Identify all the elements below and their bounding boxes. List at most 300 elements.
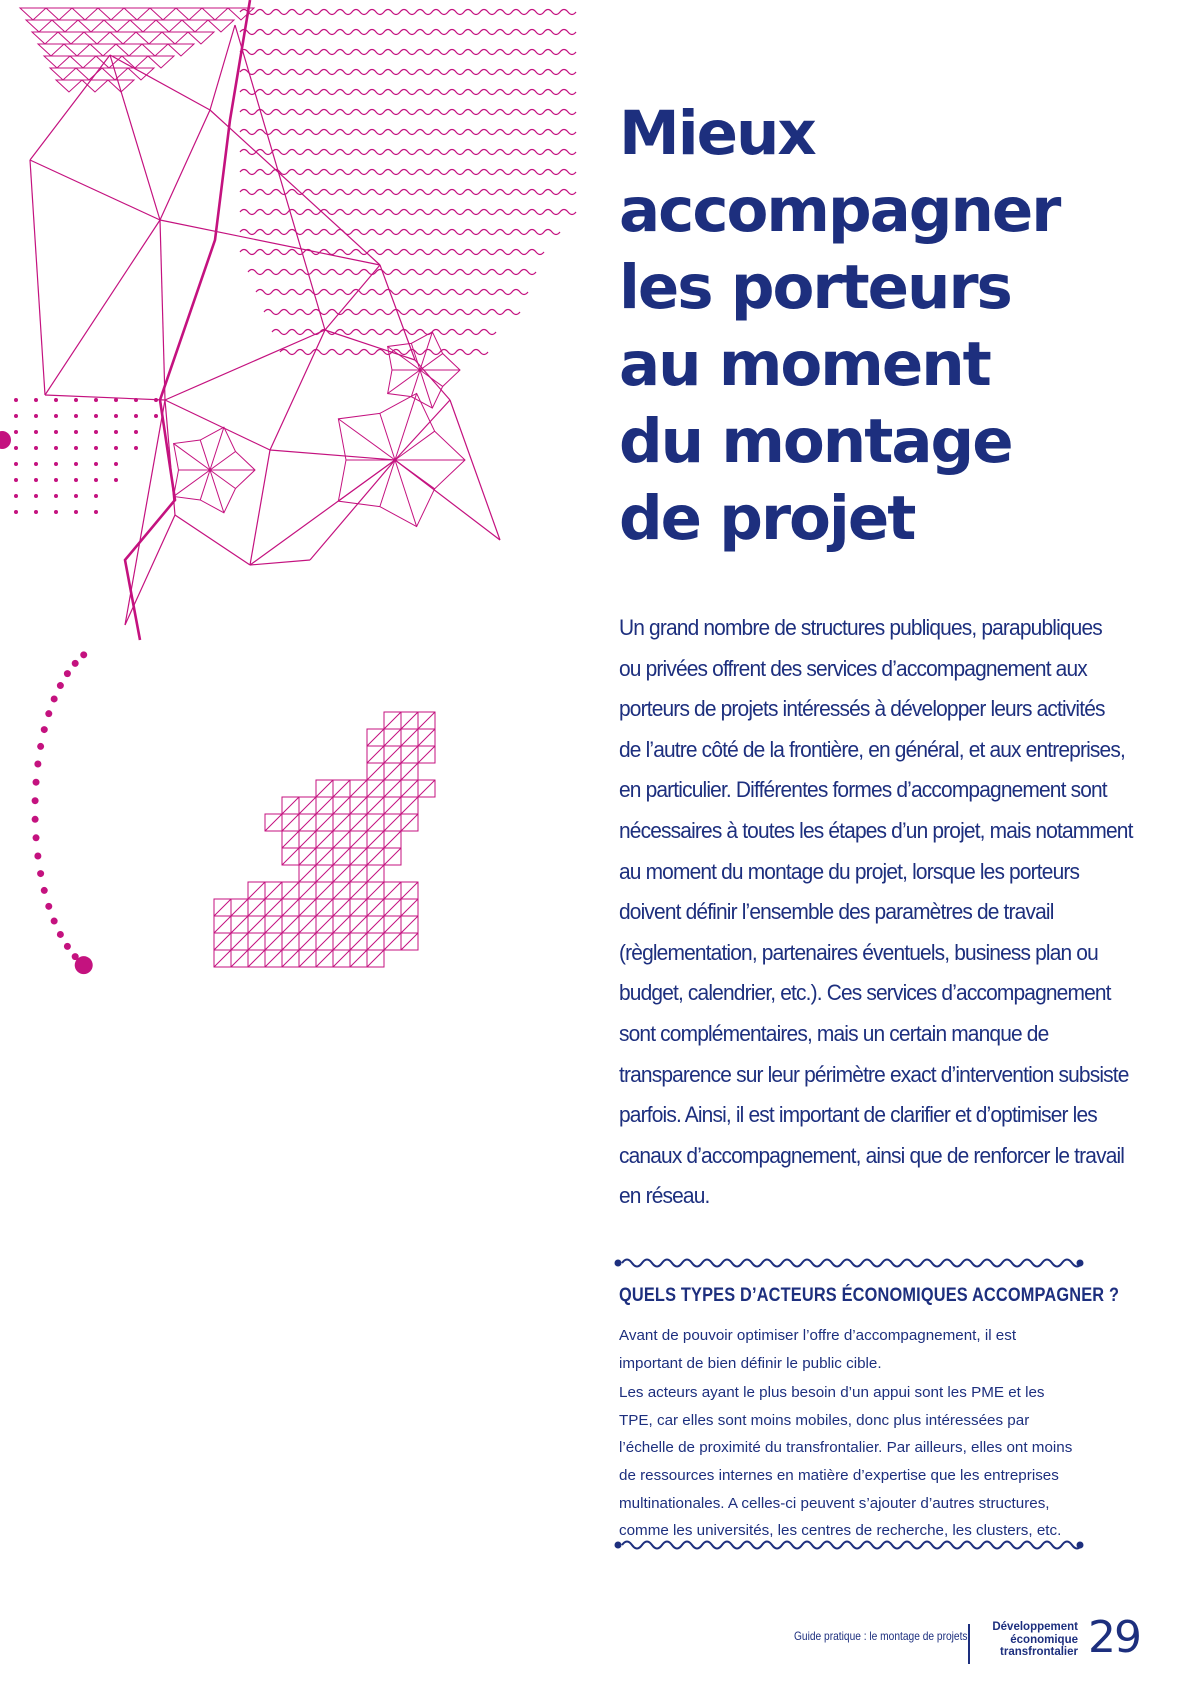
arc-dot bbox=[45, 710, 52, 717]
mesh-triangle bbox=[84, 32, 110, 44]
grid-triangle-cell bbox=[367, 865, 384, 882]
arc-dot bbox=[41, 887, 48, 894]
footer-guide-title: Guide pratique : le montage de projets bbox=[794, 1629, 968, 1643]
grid-dot bbox=[94, 430, 98, 434]
mesh-triangle bbox=[50, 68, 76, 80]
grid-triangle-cell bbox=[299, 848, 316, 865]
grid-triangle-cell bbox=[350, 916, 367, 933]
mesh-triangle bbox=[188, 32, 214, 44]
grid-triangle-cell bbox=[282, 848, 299, 865]
grid-triangle-cell bbox=[282, 950, 299, 967]
grid-triangle-cell bbox=[282, 814, 299, 831]
title-line: accompagner bbox=[619, 175, 1060, 246]
grid-dot bbox=[34, 414, 38, 418]
network-edge bbox=[270, 450, 395, 460]
grid-triangle-cell bbox=[401, 712, 418, 729]
grid-triangle-cell bbox=[316, 882, 333, 899]
grid-triangle-cell bbox=[231, 950, 248, 967]
footer-theme-line: Développement bbox=[992, 1621, 1078, 1633]
grid-triangle-cell bbox=[299, 865, 316, 882]
network-edge bbox=[160, 220, 380, 265]
grid-triangle-cell bbox=[333, 899, 350, 916]
grid-triangle-cell bbox=[316, 814, 333, 831]
grid-triangle-cell bbox=[231, 899, 248, 916]
intro-line: canaux d’accompagnement, ainsi que de renforcer le travail bbox=[619, 1142, 1125, 1168]
grid-triangle-cell bbox=[248, 933, 265, 950]
grid-triangle-cell bbox=[299, 916, 316, 933]
grid-triangle-cell bbox=[248, 950, 265, 967]
starburst-ray bbox=[395, 460, 435, 489]
grid-triangle-cell bbox=[350, 899, 367, 916]
grid-triangle-cell bbox=[401, 763, 418, 780]
arc-dot bbox=[64, 670, 71, 677]
intro-paragraph bbox=[619, 608, 1133, 1217]
grid-dot bbox=[14, 494, 18, 498]
network-edge bbox=[210, 110, 380, 265]
grid-triangle-cell bbox=[350, 780, 367, 797]
grid-triangle-cell bbox=[384, 933, 401, 950]
grid-triangle-cell bbox=[350, 848, 367, 865]
grid-triangle-cell bbox=[231, 933, 248, 950]
grid-triangle-cell bbox=[367, 814, 384, 831]
intro-line: porteurs de projets intéressés à développer leurs activités bbox=[619, 696, 1105, 722]
grid-dot bbox=[134, 446, 138, 450]
mesh-triangle bbox=[72, 8, 98, 20]
network-edge bbox=[325, 265, 380, 330]
mesh-triangle bbox=[176, 8, 202, 20]
grid-triangle-cell bbox=[333, 916, 350, 933]
grid-triangle-cell bbox=[214, 916, 231, 933]
grid-triangle-cell bbox=[333, 950, 350, 967]
intro-line: budget, calendrier, etc.). Ces services d’accompagnement bbox=[619, 980, 1111, 1006]
box-line: multinationales. A celles-ci peuvent s’ajouter d’autres structures, bbox=[619, 1494, 1050, 1512]
grid-dot bbox=[74, 446, 78, 450]
starburst-ray bbox=[420, 354, 443, 370]
grid-triangle-cell bbox=[367, 797, 384, 814]
grid-triangle-cell bbox=[214, 933, 231, 950]
grid-dot bbox=[134, 430, 138, 434]
arc-dot bbox=[80, 651, 87, 658]
intro-line: transparence sur leur périmètre exact d’intervention subsiste bbox=[619, 1061, 1129, 1087]
wave-pattern-line bbox=[256, 290, 528, 295]
grid-triangle-cell bbox=[367, 933, 384, 950]
intro-line: ou privées offrent des services d’accompagnement aux bbox=[619, 655, 1087, 681]
title-line: au moment bbox=[619, 329, 990, 400]
grid-dot bbox=[14, 446, 18, 450]
grid-dot bbox=[54, 414, 58, 418]
mesh-triangle bbox=[20, 8, 46, 20]
grid-triangle-cell bbox=[384, 712, 401, 729]
grid-dot bbox=[94, 494, 98, 498]
grid-dot bbox=[54, 462, 58, 466]
network-edge bbox=[110, 55, 210, 110]
wave-line bbox=[622, 1542, 1082, 1549]
grid-triangle-cell bbox=[316, 797, 333, 814]
grid-dot bbox=[34, 510, 38, 514]
grid-triangle-cell bbox=[333, 933, 350, 950]
grid-triangle-cell bbox=[333, 882, 350, 899]
wave-pattern-line bbox=[240, 90, 576, 95]
grid-triangle-cell bbox=[384, 729, 401, 746]
mesh-triangle bbox=[96, 56, 122, 68]
arc-dot bbox=[51, 918, 58, 925]
grid-dot bbox=[134, 414, 138, 418]
mesh-triangle bbox=[130, 20, 156, 32]
grid-triangle-cell bbox=[265, 916, 282, 933]
network-edge bbox=[30, 160, 45, 395]
wave-pattern-line bbox=[240, 150, 576, 155]
wave-pattern-line bbox=[240, 10, 576, 15]
grid-triangle-cell bbox=[350, 831, 367, 848]
grid-triangle-cell bbox=[367, 729, 384, 746]
network-edge bbox=[380, 265, 415, 360]
box-line: l’échelle de proximité du transfrontalier. Par ailleurs, elles ont moins bbox=[619, 1439, 1073, 1457]
grid-triangle-cell bbox=[214, 899, 231, 916]
arc-dot bbox=[33, 834, 40, 841]
starburst-ray bbox=[380, 460, 395, 507]
grid-triangle-cell bbox=[333, 797, 350, 814]
network-edge bbox=[250, 450, 270, 565]
wave-pattern-line bbox=[248, 270, 536, 275]
grid-dot bbox=[54, 510, 58, 514]
grid-dot bbox=[34, 462, 38, 466]
grid-triangle-cell bbox=[384, 814, 401, 831]
grid-triangle-cell bbox=[265, 950, 282, 967]
grid-dot bbox=[94, 414, 98, 418]
box-line: TPE, car elles sont moins mobiles, donc plus intéressées par bbox=[619, 1411, 1030, 1429]
grid-triangle-cell bbox=[367, 899, 384, 916]
grid-triangle-cell bbox=[401, 899, 418, 916]
arc-dot bbox=[57, 682, 64, 689]
grid-dot bbox=[94, 510, 98, 514]
grid-dot bbox=[54, 494, 58, 498]
grid-triangle-cell bbox=[401, 916, 418, 933]
arc-dot bbox=[57, 931, 64, 938]
intro-line: parfois. Ainsi, il est important de clarifier et d’optimiser les bbox=[619, 1102, 1097, 1128]
grid-triangle-cell bbox=[299, 899, 316, 916]
intro-line: au moment du montage du projet, lorsque les porteurs bbox=[619, 858, 1080, 884]
grid-triangle-cell bbox=[384, 763, 401, 780]
wave-pattern-line bbox=[240, 190, 576, 195]
arc-dot bbox=[51, 695, 58, 702]
page-number: 29 bbox=[1088, 1612, 1140, 1663]
network-edge bbox=[270, 330, 325, 450]
wave-pattern-line bbox=[240, 230, 560, 235]
intro-line: (règlementation, partenaires éventuels, business plan ou bbox=[619, 939, 1098, 965]
box-line: Les acteurs ayant le plus besoin d’un appui sont les PME et les bbox=[619, 1384, 1045, 1402]
grid-triangle-cell bbox=[282, 933, 299, 950]
grid-triangle-cell bbox=[367, 831, 384, 848]
starburst-ray bbox=[380, 413, 395, 460]
info-box-body bbox=[619, 1322, 1119, 1547]
grid-dot bbox=[134, 398, 138, 402]
box-line: important de bien définir le public cible. bbox=[619, 1354, 882, 1372]
grid-triangle-cell bbox=[265, 899, 282, 916]
wave-pattern-line bbox=[272, 330, 496, 335]
grid-triangle-cell bbox=[384, 882, 401, 899]
network-edge bbox=[45, 395, 165, 400]
network-edge bbox=[415, 360, 450, 400]
arc-dot bbox=[72, 660, 79, 667]
grid-triangle-cell bbox=[367, 763, 384, 780]
grid-triangle-cell bbox=[214, 950, 231, 967]
grid-dot bbox=[114, 446, 118, 450]
grid-triangle-cell bbox=[299, 882, 316, 899]
grid-dot bbox=[114, 462, 118, 466]
grid-triangle-cell bbox=[350, 797, 367, 814]
grid-dot bbox=[14, 510, 18, 514]
wave-line bbox=[622, 1260, 1082, 1267]
grid-triangle-cell bbox=[282, 797, 299, 814]
grid-triangle-cell bbox=[384, 899, 401, 916]
mesh-triangle bbox=[128, 68, 154, 80]
intro-line: nécessaires à toutes les étapes d’un projet, mais notamment bbox=[619, 817, 1133, 843]
grid-triangle-cell bbox=[333, 848, 350, 865]
grid-triangle-cell bbox=[333, 814, 350, 831]
mesh-triangle bbox=[56, 80, 82, 92]
grid-triangle-cell bbox=[401, 814, 418, 831]
footer-theme bbox=[978, 1621, 1078, 1659]
network-edge bbox=[30, 160, 160, 220]
mesh-triangle bbox=[38, 44, 64, 56]
mesh-triangle bbox=[90, 44, 116, 56]
starburst-ray bbox=[210, 451, 235, 470]
wave-pattern-line bbox=[240, 50, 576, 55]
wave-pattern-line bbox=[264, 310, 520, 315]
grid-dot bbox=[74, 494, 78, 498]
starburst-ray bbox=[388, 370, 420, 394]
grid-triangle-cell bbox=[299, 933, 316, 950]
grid-triangle-cell bbox=[248, 899, 265, 916]
grid-dot bbox=[114, 430, 118, 434]
footer-divider bbox=[968, 1624, 970, 1664]
box-line: comme les universités, les centres de recherche, les clusters, etc. bbox=[619, 1522, 1062, 1540]
grid-triangle-cell bbox=[384, 780, 401, 797]
grid-triangle-cell bbox=[282, 882, 299, 899]
wave-dot bbox=[1077, 1260, 1084, 1267]
grid-triangle-cell bbox=[248, 916, 265, 933]
mesh-triangle bbox=[150, 8, 176, 20]
title-line: Mieux bbox=[619, 98, 815, 169]
grid-triangle-cell bbox=[316, 950, 333, 967]
mesh-triangle bbox=[162, 32, 188, 44]
mesh-triangle bbox=[52, 20, 78, 32]
title-line: du montage bbox=[619, 406, 1012, 477]
grid-triangle-cell bbox=[265, 814, 282, 831]
mesh-triangle bbox=[136, 32, 162, 44]
network-edge bbox=[45, 220, 160, 395]
wave-pattern-line bbox=[240, 250, 544, 255]
grid-triangle-cell bbox=[367, 916, 384, 933]
grid-triangle-cell bbox=[367, 950, 384, 967]
grid-dot bbox=[14, 430, 18, 434]
mesh-triangle bbox=[148, 56, 174, 68]
mesh-triangle bbox=[44, 56, 70, 68]
grid-dot bbox=[94, 398, 98, 402]
grid-dot bbox=[74, 462, 78, 466]
intro-line: sont complémentaires, mais un certain manque de bbox=[619, 1020, 1049, 1046]
grid-triangle-cell bbox=[384, 797, 401, 814]
grid-triangle-cell bbox=[316, 831, 333, 848]
mesh-triangle bbox=[202, 8, 228, 20]
grid-triangle-cell bbox=[418, 712, 435, 729]
network-edge bbox=[395, 400, 450, 460]
mesh-triangle bbox=[124, 8, 150, 20]
mesh-triangle bbox=[32, 32, 58, 44]
starburst-ray bbox=[395, 431, 435, 460]
title-line: les porteurs bbox=[619, 252, 1011, 323]
mesh-triangle bbox=[208, 20, 234, 32]
geometric-network-illustration bbox=[0, 0, 600, 1100]
arc-dot bbox=[75, 956, 93, 974]
grid-dot bbox=[14, 478, 18, 482]
network-edge bbox=[310, 460, 395, 560]
arc-dot bbox=[33, 779, 40, 786]
arc-dot bbox=[37, 870, 44, 877]
grid-dot bbox=[94, 446, 98, 450]
grid-triangle-cell bbox=[333, 865, 350, 882]
starburst-ray bbox=[420, 370, 443, 386]
grid-triangle-cell bbox=[316, 865, 333, 882]
network-spine bbox=[125, 0, 250, 640]
grid-dot bbox=[154, 398, 158, 402]
grid-triangle-cell bbox=[401, 780, 418, 797]
wave-dot bbox=[615, 1260, 622, 1267]
grid-triangle-cell bbox=[231, 916, 248, 933]
grid-triangle-cell bbox=[282, 916, 299, 933]
grid-triangle-cell bbox=[350, 933, 367, 950]
mesh-triangle bbox=[64, 44, 90, 56]
wave-dot bbox=[1077, 1542, 1084, 1549]
box-heading: QUELS TYPES D’ACTEURS ÉCONOMIQUES ACCOMPAGNER ? bbox=[619, 1285, 1120, 1306]
intro-line: en particulier. Différentes formes d’accompagnement sont bbox=[619, 777, 1107, 803]
box-line: Avant de pouvoir optimiser l’offre d’accompagnement, il est bbox=[619, 1327, 1017, 1344]
mesh-triangle bbox=[182, 20, 208, 32]
grid-triangle-cell bbox=[333, 831, 350, 848]
grid-triangle-cell bbox=[316, 899, 333, 916]
mesh-triangle bbox=[26, 20, 52, 32]
intro-line: de l’autre côté de la frontière, en général, et aux entreprises, bbox=[619, 736, 1125, 762]
mesh-triangle bbox=[46, 8, 72, 20]
grid-triangle-cell bbox=[401, 882, 418, 899]
wave-pattern-line bbox=[240, 70, 576, 75]
mesh-triangle bbox=[156, 20, 182, 32]
grid-triangle-cell bbox=[350, 950, 367, 967]
grid-triangle-cell bbox=[350, 814, 367, 831]
arc-dot bbox=[34, 852, 41, 859]
grid-dot bbox=[14, 414, 18, 418]
arc-dot bbox=[34, 761, 41, 768]
mesh-triangle bbox=[70, 56, 96, 68]
box-paragraph bbox=[619, 1379, 1119, 1545]
grid-triangle-cell bbox=[350, 882, 367, 899]
footer-theme-line: transfrontalier bbox=[1000, 1646, 1078, 1658]
accent-dot bbox=[0, 431, 11, 449]
starburst-ray bbox=[174, 470, 210, 496]
arc-dot bbox=[32, 816, 39, 823]
intro-line: en réseau. bbox=[619, 1183, 710, 1209]
grid-triangle-cell bbox=[299, 950, 316, 967]
box-line: de ressources internes en matière d’expertise que les entreprises bbox=[619, 1466, 1059, 1484]
mesh-triangle bbox=[116, 44, 142, 56]
grid-triangle-cell bbox=[401, 729, 418, 746]
grid-triangle-cell bbox=[401, 797, 418, 814]
grid-triangle-cell bbox=[367, 882, 384, 899]
network-edge bbox=[30, 55, 110, 160]
grid-dot bbox=[54, 398, 58, 402]
grid-triangle-cell bbox=[299, 814, 316, 831]
grid-triangle-cell bbox=[265, 882, 282, 899]
grid-triangle-cell bbox=[299, 797, 316, 814]
arc-dot bbox=[41, 726, 48, 733]
intro-line: doivent définir l’ensemble des paramètres de travail bbox=[619, 899, 1054, 925]
wave-pattern-line bbox=[240, 170, 576, 175]
starburst-ray bbox=[411, 343, 420, 370]
grid-triangle-cell bbox=[384, 848, 401, 865]
network-edge bbox=[450, 400, 500, 540]
grid-dot bbox=[154, 414, 158, 418]
arc-dot bbox=[37, 743, 44, 750]
arc-dot bbox=[64, 943, 71, 950]
grid-dot bbox=[34, 446, 38, 450]
grid-dot bbox=[114, 414, 118, 418]
grid-triangle-cell bbox=[384, 916, 401, 933]
grid-triangle-cell bbox=[282, 831, 299, 848]
network-edge bbox=[250, 560, 310, 565]
grid-triangle-cell bbox=[367, 780, 384, 797]
grid-triangle-cell bbox=[333, 780, 350, 797]
starburst-ray bbox=[388, 346, 420, 370]
grid-dot bbox=[34, 478, 38, 482]
network-edge bbox=[165, 330, 325, 400]
mesh-triangle bbox=[78, 20, 104, 32]
grid-triangle-cell bbox=[401, 933, 418, 950]
network-edge bbox=[175, 515, 250, 565]
grid-triangle-cell bbox=[418, 746, 435, 763]
mesh-triangle bbox=[98, 8, 124, 20]
wave-dot bbox=[615, 1542, 622, 1549]
network-edge bbox=[160, 110, 210, 220]
starburst-ray bbox=[200, 440, 210, 470]
grid-dot bbox=[94, 478, 98, 482]
grid-triangle-cell bbox=[265, 933, 282, 950]
mesh-triangle bbox=[104, 20, 130, 32]
grid-dot bbox=[34, 494, 38, 498]
grid-dot bbox=[54, 478, 58, 482]
grid-dot bbox=[54, 430, 58, 434]
starburst-ray bbox=[338, 460, 395, 501]
arc-dot bbox=[32, 797, 39, 804]
grid-dot bbox=[74, 398, 78, 402]
grid-triangle-cell bbox=[282, 899, 299, 916]
grid-triangle-cell bbox=[248, 882, 265, 899]
mesh-triangle bbox=[142, 44, 168, 56]
wave-divider-icon bbox=[614, 1535, 1084, 1555]
wave-divider-icon bbox=[614, 1253, 1084, 1273]
box-paragraph bbox=[619, 1322, 1119, 1377]
grid-triangle-cell bbox=[316, 780, 333, 797]
grid-dot bbox=[114, 398, 118, 402]
grid-triangle-cell bbox=[299, 831, 316, 848]
mesh-triangle bbox=[110, 32, 136, 44]
grid-triangle-cell bbox=[418, 729, 435, 746]
grid-triangle-cell bbox=[384, 746, 401, 763]
starburst-ray bbox=[200, 470, 210, 500]
network-edge bbox=[210, 25, 235, 110]
grid-triangle-cell bbox=[316, 933, 333, 950]
grid-triangle-cell bbox=[418, 780, 435, 797]
grid-dot bbox=[74, 430, 78, 434]
